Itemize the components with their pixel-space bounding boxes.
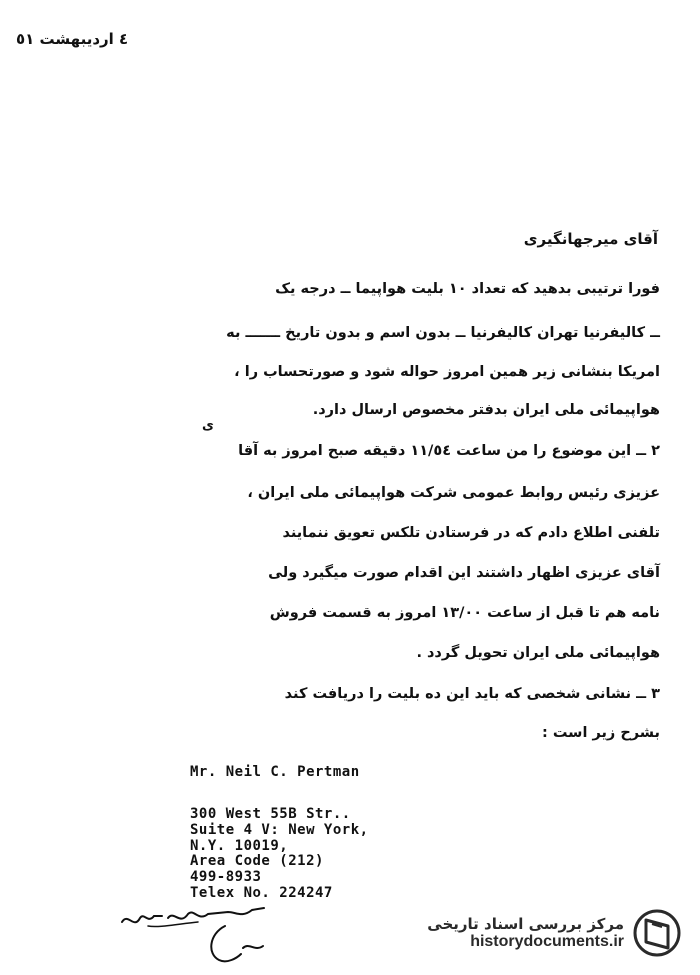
paragraph2-line-6: هواپیمائی ملی ایران تحویل گردد . [416,645,660,661]
watermark-url: historydocuments.ir [470,933,624,950]
paragraph2-line-5: نامه هم تا قبل از ساعت ۱۳/۰۰ امروز به قسمت فروش [269,605,660,621]
paragraph2-line-1: ۲ ــ این موضوع را من ساعت ۱۱/٥٤ دقیقه صبح امروز به آقا [238,443,660,459]
margin-mark: ی [202,418,214,433]
initials-mark [205,918,275,968]
address-line-6: Telex No. 224247 [190,885,333,901]
paragraph1-line-4: هواپیمائی ملی ایران بدفتر مخصوص ارسال دارد. [312,402,660,418]
address-line-1: 300 West 55B Str.. [190,806,351,822]
letter-date: ٤ اردیبهشت ٥١ [16,30,129,48]
paragraph2-line-2: عزیزی رئیس روابط عمومی شرکت هواپیمائی ملی ایران ، [247,485,660,501]
paragraph3-line-1: ۳ ــ نشانی شخصی که باید این ده بلیت را دریافت کند [284,686,660,702]
salutation: آقای میرجهانگیری [523,230,658,248]
watermark-title: مرکز بررسی اسناد تاریخی [427,915,624,933]
address-line-3: N.Y. 10019, [190,838,289,854]
paragraph2-line-4: آقای عزیزی اظهار داشتند این اقدام صورت میگیرد ولی [268,565,660,581]
paragraph1-line-1: فورا ترتیبی بدهید که تعداد ۱۰ بلیت هواپیما ــ درجه یک [275,281,660,297]
address-line-5: 499-8933 [190,869,262,885]
paragraph3-line-2: بشرح زیر است : [541,725,660,741]
address-line-4: Area Code (212) [190,853,324,869]
address-line-2: Suite 4 V: New York, [190,822,369,838]
paragraph2-line-3: تلفنی اطلاع دادم که در فرستادن تلکس تعویق ننمایند [282,525,660,541]
archive-logo-icon [632,908,682,958]
recipient-name: Mr. Neil C. Pertman [190,764,360,780]
archive-watermark [427,908,682,958]
paragraph1-line-2: ــ کالیفرنیا تهران کالیفرنیا ــ بدون اسم و بدون تاریخ ـــــــ به [226,325,660,341]
paragraph1-line-3: امریکا بنشانی زیر همین امروز حواله شود و صورتحساب را ، [234,364,660,380]
